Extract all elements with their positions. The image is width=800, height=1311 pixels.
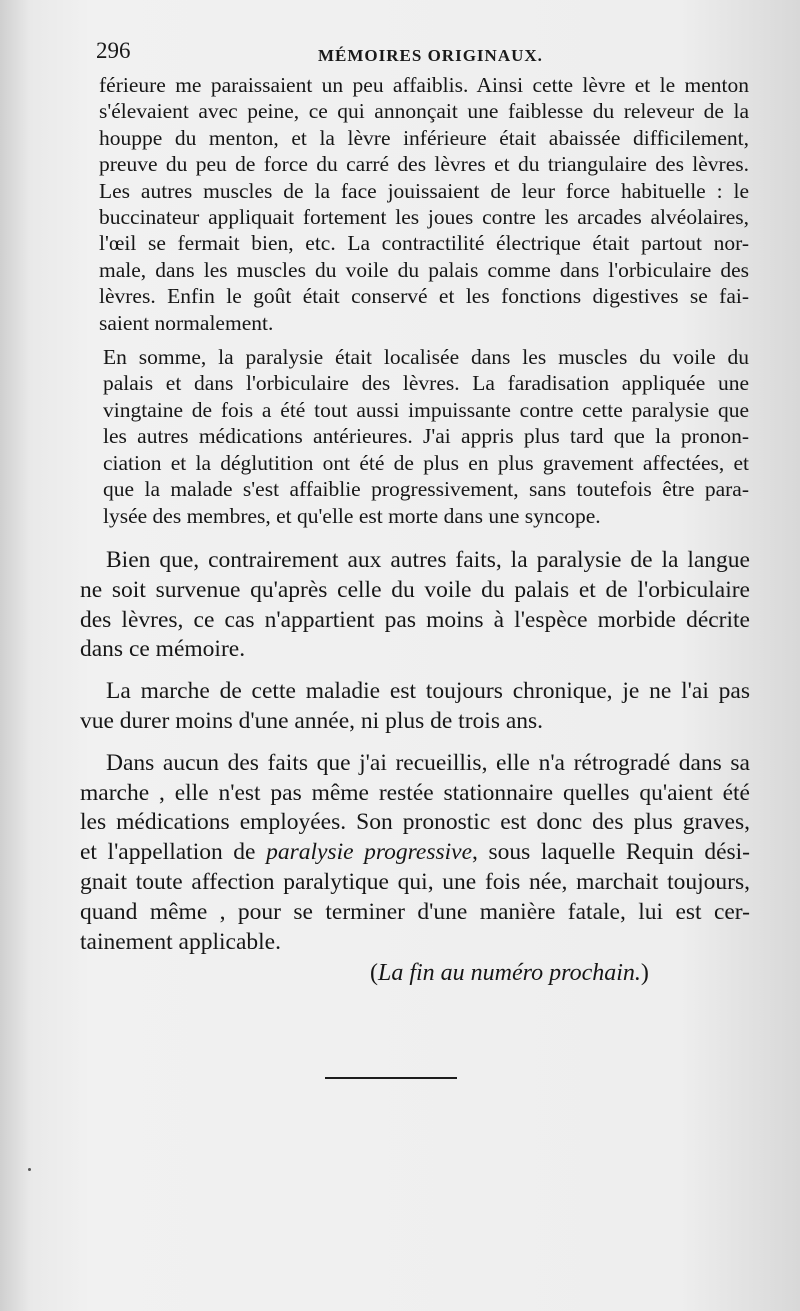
text-line: buccinateur appliquait fortement les joues contre les arcades alvéolaires,: [99, 205, 749, 230]
continuation-note: (La fin au numéro prochain.): [370, 960, 649, 986]
end-rule: [325, 1077, 457, 1079]
paragraph-chronic-course: [80, 677, 750, 737]
text-line: gnait toute affection paralytique qui, une fois née, marchait toujours,: [80, 868, 750, 895]
margin-speck: [28, 1168, 31, 1171]
page-number: 296: [96, 38, 131, 63]
text-line: férieure me paraissaient un peu affaiblis. Ainsi cette lèvre et le menton: [99, 73, 749, 97]
text-line: ciation et la déglutition ont été de plus en plus gravement affectées, et: [103, 450, 749, 475]
text-line: tainement applicable.: [80, 928, 281, 955]
main-text: [80, 546, 750, 957]
running-head: MÉMOIRES ORIGINAUX.: [318, 46, 543, 65]
text-line: lèvres. Enfin le goût était conservé et les fonctions digestives se fai-: [99, 284, 749, 309]
text-line: preuve du peu de force du carré des lèvres et du triangulaire des lèvres.: [99, 152, 749, 177]
page-header: [96, 36, 746, 72]
text-line: les autres médications antérieures. J'ai appris plus tard que la pronon-: [103, 424, 749, 449]
text-line: que la malade s'est affaiblie progressivement, sans toutefois être para-: [103, 477, 749, 502]
case-report-text: [99, 72, 749, 529]
text-line: lysée des membres, et qu'elle est morte dans une syncope.: [103, 503, 601, 528]
text-line: Les autres muscles de la face jouissaient de leur force habituelle : le: [99, 178, 749, 203]
text-line: les médications employées. Son pronostic est donc des plus graves,: [80, 809, 750, 836]
text-line: l'œil se fermait bien, etc. La contractilité électrique était partout nor-: [99, 231, 749, 256]
text-line: vue durer moins d'une année, ni plus de trois ans.: [80, 707, 544, 734]
paragraph-case-description: [99, 72, 749, 336]
text-line: Bien que, contrairement aux autres faits, la paralysie de la langue: [106, 547, 750, 573]
text-line: La marche de cette maladie est toujours chronique, je ne l'ai pas: [106, 678, 750, 705]
paragraph-prognosis: [80, 749, 750, 958]
paragraph-summary: [99, 344, 749, 529]
text-line: marche , elle n'est pas même restée stationnaire quelles qu'aient été: [80, 779, 750, 806]
text-line: quand même , pour se terminer d'une manière fatale, lui est cer-: [80, 898, 750, 925]
text-line: vingtaine de fois a été tout aussi impuissante contre cette paralysie que: [103, 397, 749, 422]
text-line: male, dans les muscles du voile du palais comme dans l'orbiculaire des: [99, 257, 749, 282]
text-line: Dans aucun des faits que j'ai recueillis, elle n'a rétrogradé dans sa: [106, 749, 750, 776]
text-line: En somme, la paralysie était localisée dans les muscles du voile du: [103, 345, 749, 370]
paragraph-tongue-paralysis: [80, 546, 750, 665]
text-line: ne soit survenue qu'après celle du voile du palais et de l'orbiculaire: [80, 576, 750, 603]
text-line: des lèvres, ce cas n'appartient pas moins à l'espèce morbide décrite: [80, 606, 750, 633]
text-line: palais et dans l'orbiculaire des lèvres. La faradisation appliquée une: [103, 371, 749, 396]
text-line: et l'appellation de paralysie progressive, sous laquelle Requin dési-: [80, 839, 751, 866]
text-line: s'élevaient avec peine, ce qui annonçait une faiblesse du releveur de la: [99, 99, 749, 124]
text-line: dans ce mémoire.: [80, 636, 246, 663]
text-line: saient normalement.: [99, 310, 274, 335]
text-line: houppe du menton, et la lèvre inférieure était abaissée difficilement,: [99, 125, 749, 150]
